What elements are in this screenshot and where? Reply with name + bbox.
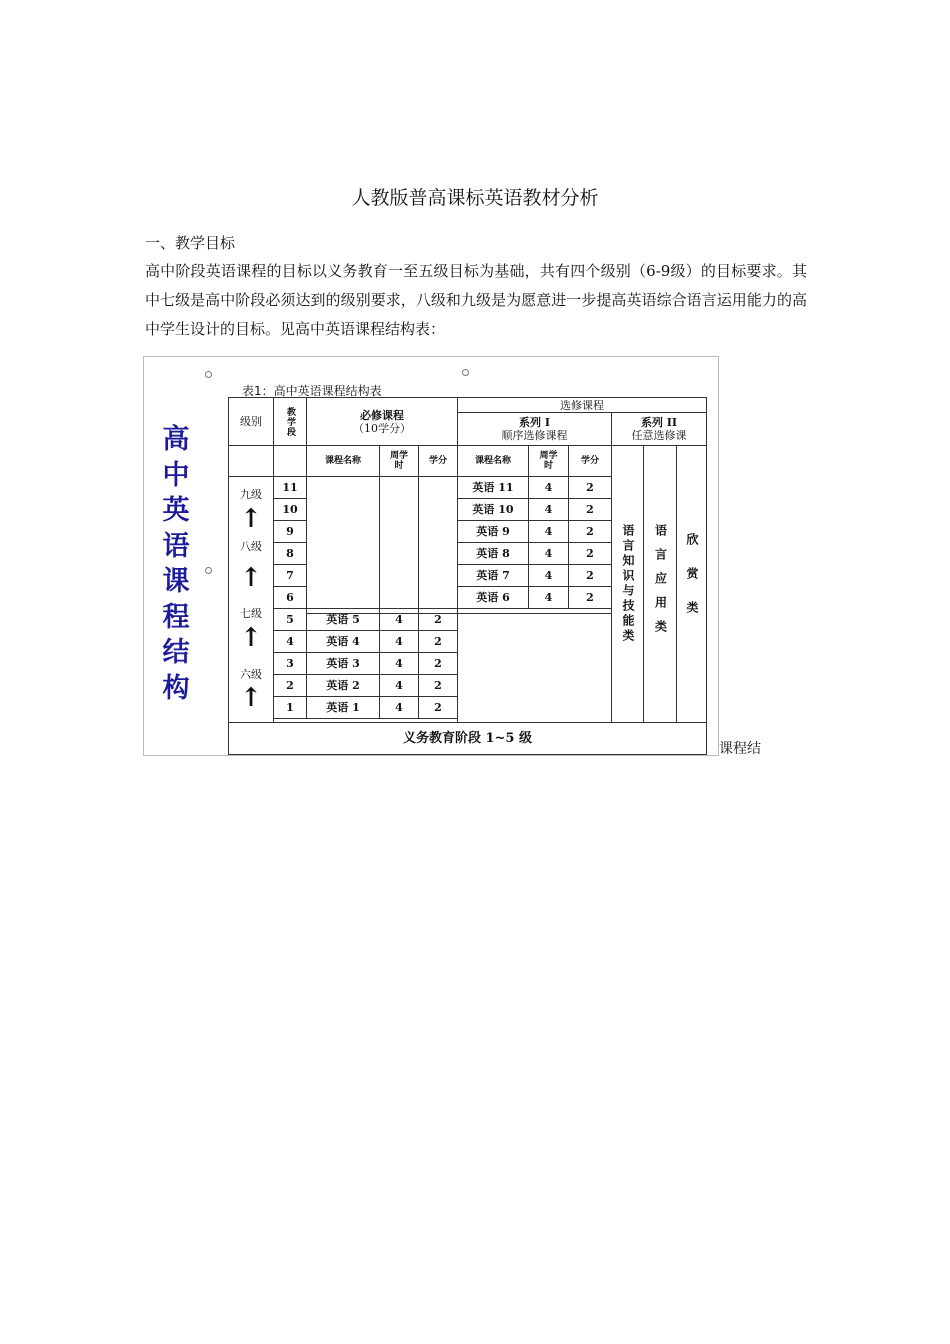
compulsory-label: 必修课程 [360, 408, 404, 422]
elective-course-name: 英语 11 [457, 476, 529, 499]
elective-course-name: 英语 8 [457, 542, 529, 565]
series2-sub: 任意选修课 [631, 429, 687, 442]
elective-credits: 2 [568, 586, 612, 609]
elective-header: 选修课程 [457, 397, 707, 413]
up-arrow-icon: ↑ [240, 623, 262, 653]
compulsory-credits: 2 [418, 630, 458, 653]
elective-empty-block [457, 613, 612, 723]
elective-weekly-hours: 4 [528, 498, 569, 521]
level-label-seven: 七级 [240, 607, 262, 620]
stage-cell: 3 [273, 652, 307, 675]
level-column-blank [228, 445, 274, 477]
series1-header [457, 412, 612, 446]
series2-header [611, 412, 707, 446]
compulsory-weekly-hours: 4 [379, 630, 419, 653]
up-arrow-icon: ↑ [240, 683, 262, 713]
stage-cell: 4 [273, 630, 307, 653]
elective-hours-header: 周学时 [528, 445, 569, 477]
compulsory-empty-hours [379, 476, 419, 614]
elective-course-name-header: 课程名称 [457, 445, 529, 477]
series2-category-language-skills: 语言知识与技能类 [611, 445, 644, 723]
stage-cell: 11 [273, 476, 307, 499]
series1-label: 系列 I [519, 416, 550, 429]
level-header: 级别 [228, 397, 274, 446]
stage-cell: 7 [273, 564, 307, 587]
elective-course-name: 英语 10 [457, 498, 529, 521]
elective-credits: 2 [568, 476, 612, 499]
compulsory-weekly-hours: 4 [379, 696, 419, 719]
elective-weekly-hours: 4 [528, 564, 569, 587]
compulsory-credits: 2 [418, 652, 458, 675]
series2-category-appreciation: 欣赏类 [676, 445, 707, 723]
compulsory-course-name: 英语 4 [306, 630, 380, 653]
level-label-eight: 八级 [240, 540, 262, 553]
course-structure-table [228, 397, 707, 755]
side-title-char: 中 [162, 459, 190, 491]
side-title-char: 高 [162, 424, 190, 455]
up-arrow-icon: ↑ [240, 504, 262, 534]
compulsory-empty-name [306, 476, 380, 614]
compulsory-course-name: 英语 2 [306, 674, 380, 697]
compulsory-hours-header: 周学时 [379, 445, 419, 477]
side-title-char: 构 [162, 672, 190, 704]
series2-category-language-use: 语言应用类 [643, 445, 677, 723]
stage-cell: 2 [273, 674, 307, 697]
resize-handle-icon[interactable] [462, 369, 469, 376]
elective-credits: 2 [568, 498, 612, 521]
stage-cell: 9 [273, 520, 307, 543]
side-title-char: 结 [162, 637, 190, 668]
elective-course-name: 英语 9 [457, 520, 529, 543]
caption-tail-text: 课程结 [719, 741, 761, 757]
side-title-char: 语 [162, 530, 190, 562]
elective-credits: 2 [568, 542, 612, 565]
compulsory-header [306, 397, 458, 446]
stage-header: 教学段 [273, 397, 307, 446]
elective-weekly-hours: 4 [528, 476, 569, 499]
section-heading: 一、教学目标 [145, 234, 236, 252]
course-structure-figure [143, 356, 719, 756]
compulsory-course-name: 英语 5 [306, 608, 380, 631]
stage-column-blank [273, 445, 307, 477]
stage-cell: 8 [273, 542, 307, 565]
compulsory-credits: 2 [418, 696, 458, 719]
compulsory-weekly-hours: 4 [379, 608, 419, 631]
elective-credits-header: 学分 [568, 445, 612, 477]
compulsory-empty-credits [418, 476, 458, 614]
compulsory-course-name: 英语 3 [306, 652, 380, 675]
elective-credits: 2 [568, 564, 612, 587]
level-label-six: 六级 [240, 668, 262, 681]
elective-weekly-hours: 4 [528, 542, 569, 565]
compulsory-weekly-hours: 4 [379, 674, 419, 697]
side-title-char: 程 [162, 601, 190, 633]
table-footer: 义务教育阶段 1~5 级 [228, 722, 707, 755]
series1-sub: 顺序选修课程 [501, 429, 568, 442]
side-title-char: 课 [162, 566, 190, 597]
resize-handle-icon[interactable] [205, 371, 212, 378]
elective-course-name: 英语 6 [457, 586, 529, 609]
elective-course-name: 英语 7 [457, 564, 529, 587]
compulsory-credits: 2 [418, 608, 458, 631]
stage-cell: 1 [273, 696, 307, 719]
compulsory-credits: 2 [418, 674, 458, 697]
stage-cell: 5 [273, 608, 307, 631]
compulsory-weekly-hours: 4 [379, 652, 419, 675]
resize-handle-icon[interactable] [205, 567, 212, 574]
stage-cell: 6 [273, 586, 307, 609]
series2-label: 系列 II [640, 416, 678, 429]
level-label-nine: 九级 [240, 488, 262, 501]
compulsory-credits: （10学分） [353, 421, 411, 435]
side-title [156, 422, 196, 706]
compulsory-course-name-header: 课程名称 [306, 445, 380, 477]
stage-cell: 10 [273, 498, 307, 521]
elective-weekly-hours: 4 [528, 586, 569, 609]
elective-weekly-hours: 4 [528, 520, 569, 543]
body-paragraph: 高中阶段英语课程的目标以义务教育一至五级目标为基础，共有四个级别（6-9级）的目标要求。其中七级是高中阶段必须达到的级别要求，八级和九级是为愿意进一步提高英语综合语言运用能力的高中学生设计的目标。见高中英语课程结构表： [145, 262, 807, 338]
table-caption: 表1：高中英语课程结构表 [242, 384, 382, 398]
up-arrow-icon: ↑ [240, 563, 262, 593]
compulsory-credits-header: 学分 [418, 445, 458, 477]
side-title-char: 英 [162, 495, 190, 526]
compulsory-course-name: 英语 1 [306, 696, 380, 719]
document-title: 人教版普高课标英语教材分析 [351, 187, 599, 209]
elective-credits: 2 [568, 520, 612, 543]
